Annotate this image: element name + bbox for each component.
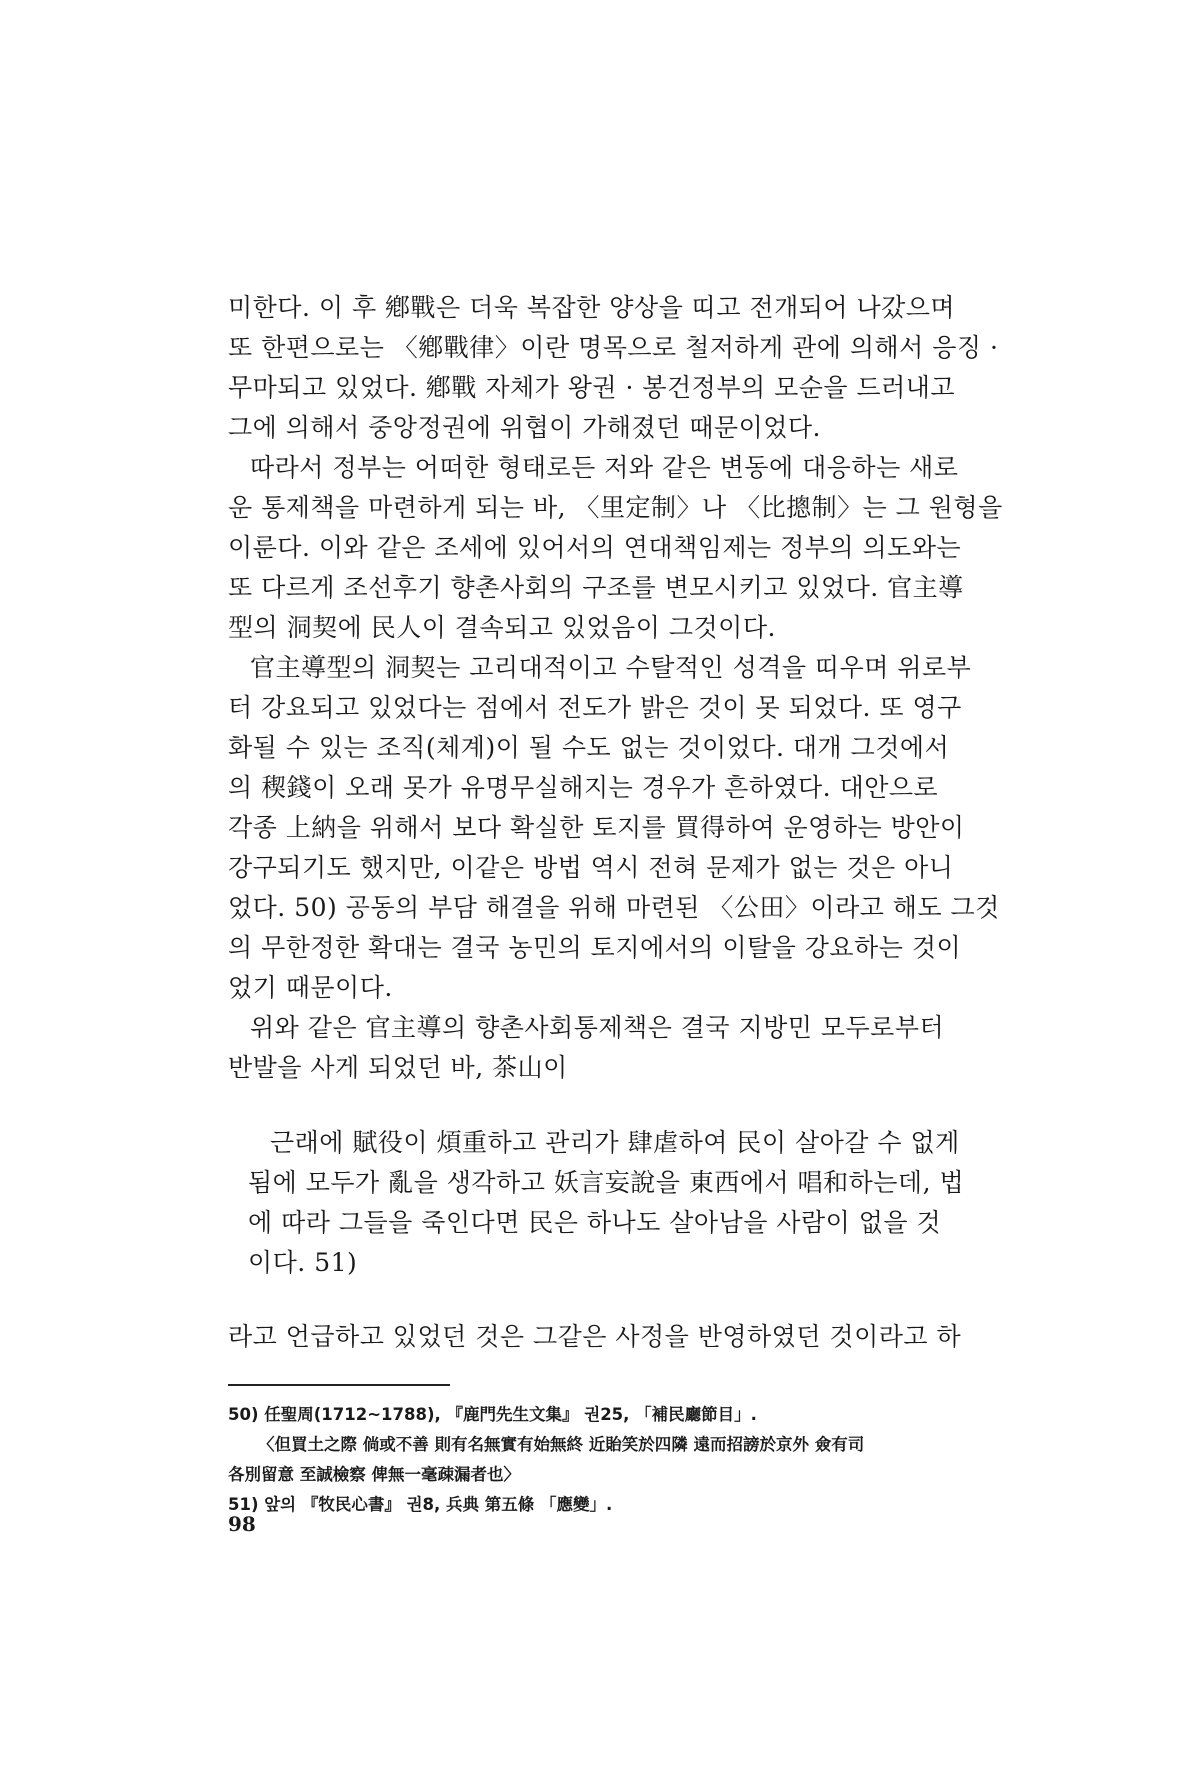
page-number: 98 [228, 1512, 256, 1536]
quote-line: 이다. 51) [248, 1248, 358, 1277]
quote-line: 근래에 賦役이 煩重하고 관리가 肆虐하여 民이 살아갈 수 없게 [270, 1128, 960, 1157]
body-line: 미한다. 이 후 鄕戰은 더욱 복잡한 양상을 띠고 전개되어 나갔으며 [228, 293, 956, 322]
body-line: 위와 같은 官主導의 향촌사회통제책은 결국 지방민 모두로부터 [250, 1013, 945, 1042]
body-line: 었다. 50) 공동의 부담 해결을 위해 마련된 〈公田〉이라고 해도 그것 [228, 893, 1000, 922]
footnote-50-quote: 〈但買土之際 倘或不善 則有名無實有始無終 近貽笑於四隣 遠而招謗於京外 僉有司 [258, 1435, 865, 1454]
body-line: 따라서 정부는 어떠한 형태로든 저와 같은 변동에 대응하는 새로 [250, 453, 959, 482]
body-line: 각종 上納을 위해서 보다 확실한 토지를 買得하여 운영하는 방안이 [228, 813, 965, 842]
footnote-51: 51) 앞의 『牧民心書』 권8, 兵典 第五條 「應變」. [228, 1495, 613, 1514]
body-line: 의 稧錢이 오래 못가 유명무실해지는 경우가 흔하였다. 대안으로 [228, 773, 939, 802]
footnote-50: 50) 任聖周(1712~1788), 『鹿門先生文集』 권25, 「補民廳節目」. [228, 1405, 757, 1424]
body-line: 터 강요되고 있었다는 점에서 전도가 밝은 것이 못 되었다. 또 영구 [228, 693, 962, 722]
body-line: 官主導型의 洞契는 고리대적이고 수탈적인 성격을 띠우며 위로부 [250, 653, 972, 682]
quote-line: 에 따라 그들을 죽인다면 民은 하나도 살아남을 사람이 없을 것 [248, 1208, 942, 1237]
body-line: 강구되기도 했지만, 이같은 방법 역시 전혀 문제가 없는 것은 아니 [228, 853, 954, 882]
block-quote [248, 1123, 1018, 1283]
footnote-50-quote-cont: 各別留意 至誠檢察 俾無一毫疎漏者也〉 [228, 1465, 520, 1484]
body-line: 또 한편으로는 〈鄕戰律〉이란 명목으로 철저하게 관에 의해서 응징 · [228, 333, 999, 362]
body-line: 그에 의해서 중앙정권에 위협이 가해졌던 때문이었다. [228, 413, 821, 442]
body-line: 화될 수 있는 조직(체계)이 될 수도 없는 것이었다. 대개 그것에서 [228, 733, 950, 762]
body-line: 무마되고 있었다. 鄕戰 자체가 왕권 · 봉건정부의 모순을 드러내고 [228, 373, 956, 402]
body-line: 이룬다. 이와 같은 조세에 있어서의 연대책임제는 정부의 의도와는 [228, 533, 962, 562]
body-line: 의 무한정한 확대는 결국 농민의 토지에서의 이탈을 강요하는 것이 [228, 933, 962, 962]
closing-text [228, 1317, 1018, 1357]
footnote-divider [228, 1384, 450, 1386]
body-text [228, 288, 1018, 1088]
body-line: 또 다르게 조선후기 향촌사회의 구조를 변모시키고 있었다. 官主導 [228, 573, 964, 602]
footnotes [228, 1400, 1018, 1520]
body-line: 었기 때문이다. [228, 973, 393, 1002]
body-line: 운 통제책을 마련하게 되는 바, 〈里定制〉나 〈比摠制〉는 그 원형을 [228, 493, 1003, 522]
body-line: 型의 洞契에 民人이 결속되고 있었음이 그것이다. [228, 613, 776, 642]
closing-line: 라고 언급하고 있었던 것은 그같은 사정을 반영하였던 것이라고 하 [228, 1322, 962, 1351]
body-line: 반발을 사게 되었던 바, 茶山이 [228, 1053, 568, 1082]
quote-line: 됨에 모두가 亂을 생각하고 妖言妄說을 東西에서 唱和하는데, 법 [248, 1168, 965, 1197]
